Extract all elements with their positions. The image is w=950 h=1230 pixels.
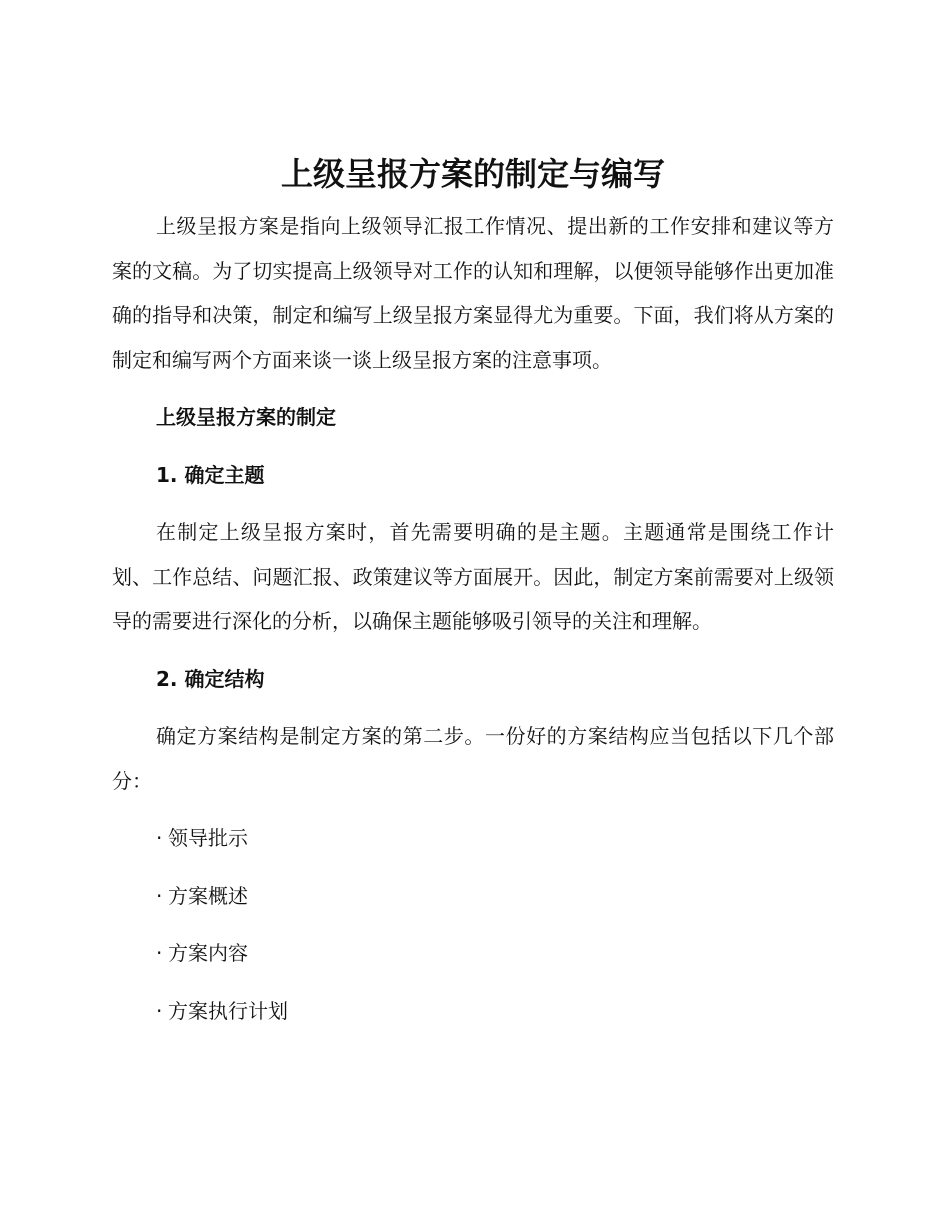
list-item-text: 方案执行计划 xyxy=(168,998,288,1023)
list-item xyxy=(112,989,834,1034)
list-item-text: 方案内容 xyxy=(168,941,248,965)
bullet-marker: · xyxy=(156,826,163,850)
bullet-marker: · xyxy=(156,998,163,1023)
document-title: 上级呈报方案的制定与编写 xyxy=(280,155,665,193)
list-item xyxy=(112,874,834,919)
document-page xyxy=(112,148,834,1046)
subsection-paragraph-structure: 确定方案结构是制定方案的第二步。一份好的方案结构应当包括以下几个部分： xyxy=(112,724,834,793)
subsection-heading-structure: 2. 确定结构 xyxy=(156,666,265,691)
list-item xyxy=(112,816,834,861)
list-item xyxy=(112,931,834,976)
list-item-text: 领导批示 xyxy=(168,826,248,850)
intro-paragraph: 上级呈报方案是指向上级领导汇报工作情况、提出新的工作安排和建议等方案的文稿。为了切实提高上级领导对工作的认知和理解，以便领导能够作出更加准确的指导和决策，制定和编写上级呈报方案显得尤为重要。下面，我们将从方案的制定和编写两个方面来谈一谈上级呈报方案的注意事项。 xyxy=(112,214,834,372)
subsection-paragraph-topic: 在制定上级呈报方案时，首先需要明确的是主题。主题通常是围绕工作计划、工作总结、问题汇报、政策建议等方面展开。因此，制定方案前需要对上级领导的需要进行深化的分析，以确保主题能够吸引领导的关注和理解。 xyxy=(112,520,834,633)
list-item-text: 方案概述 xyxy=(168,883,248,908)
section-heading: 上级呈报方案的制定 xyxy=(156,405,336,429)
bullet-marker: · xyxy=(156,883,163,908)
bullet-marker: · xyxy=(156,941,163,965)
subsection-heading-topic: 1. 确定主题 xyxy=(156,462,265,487)
